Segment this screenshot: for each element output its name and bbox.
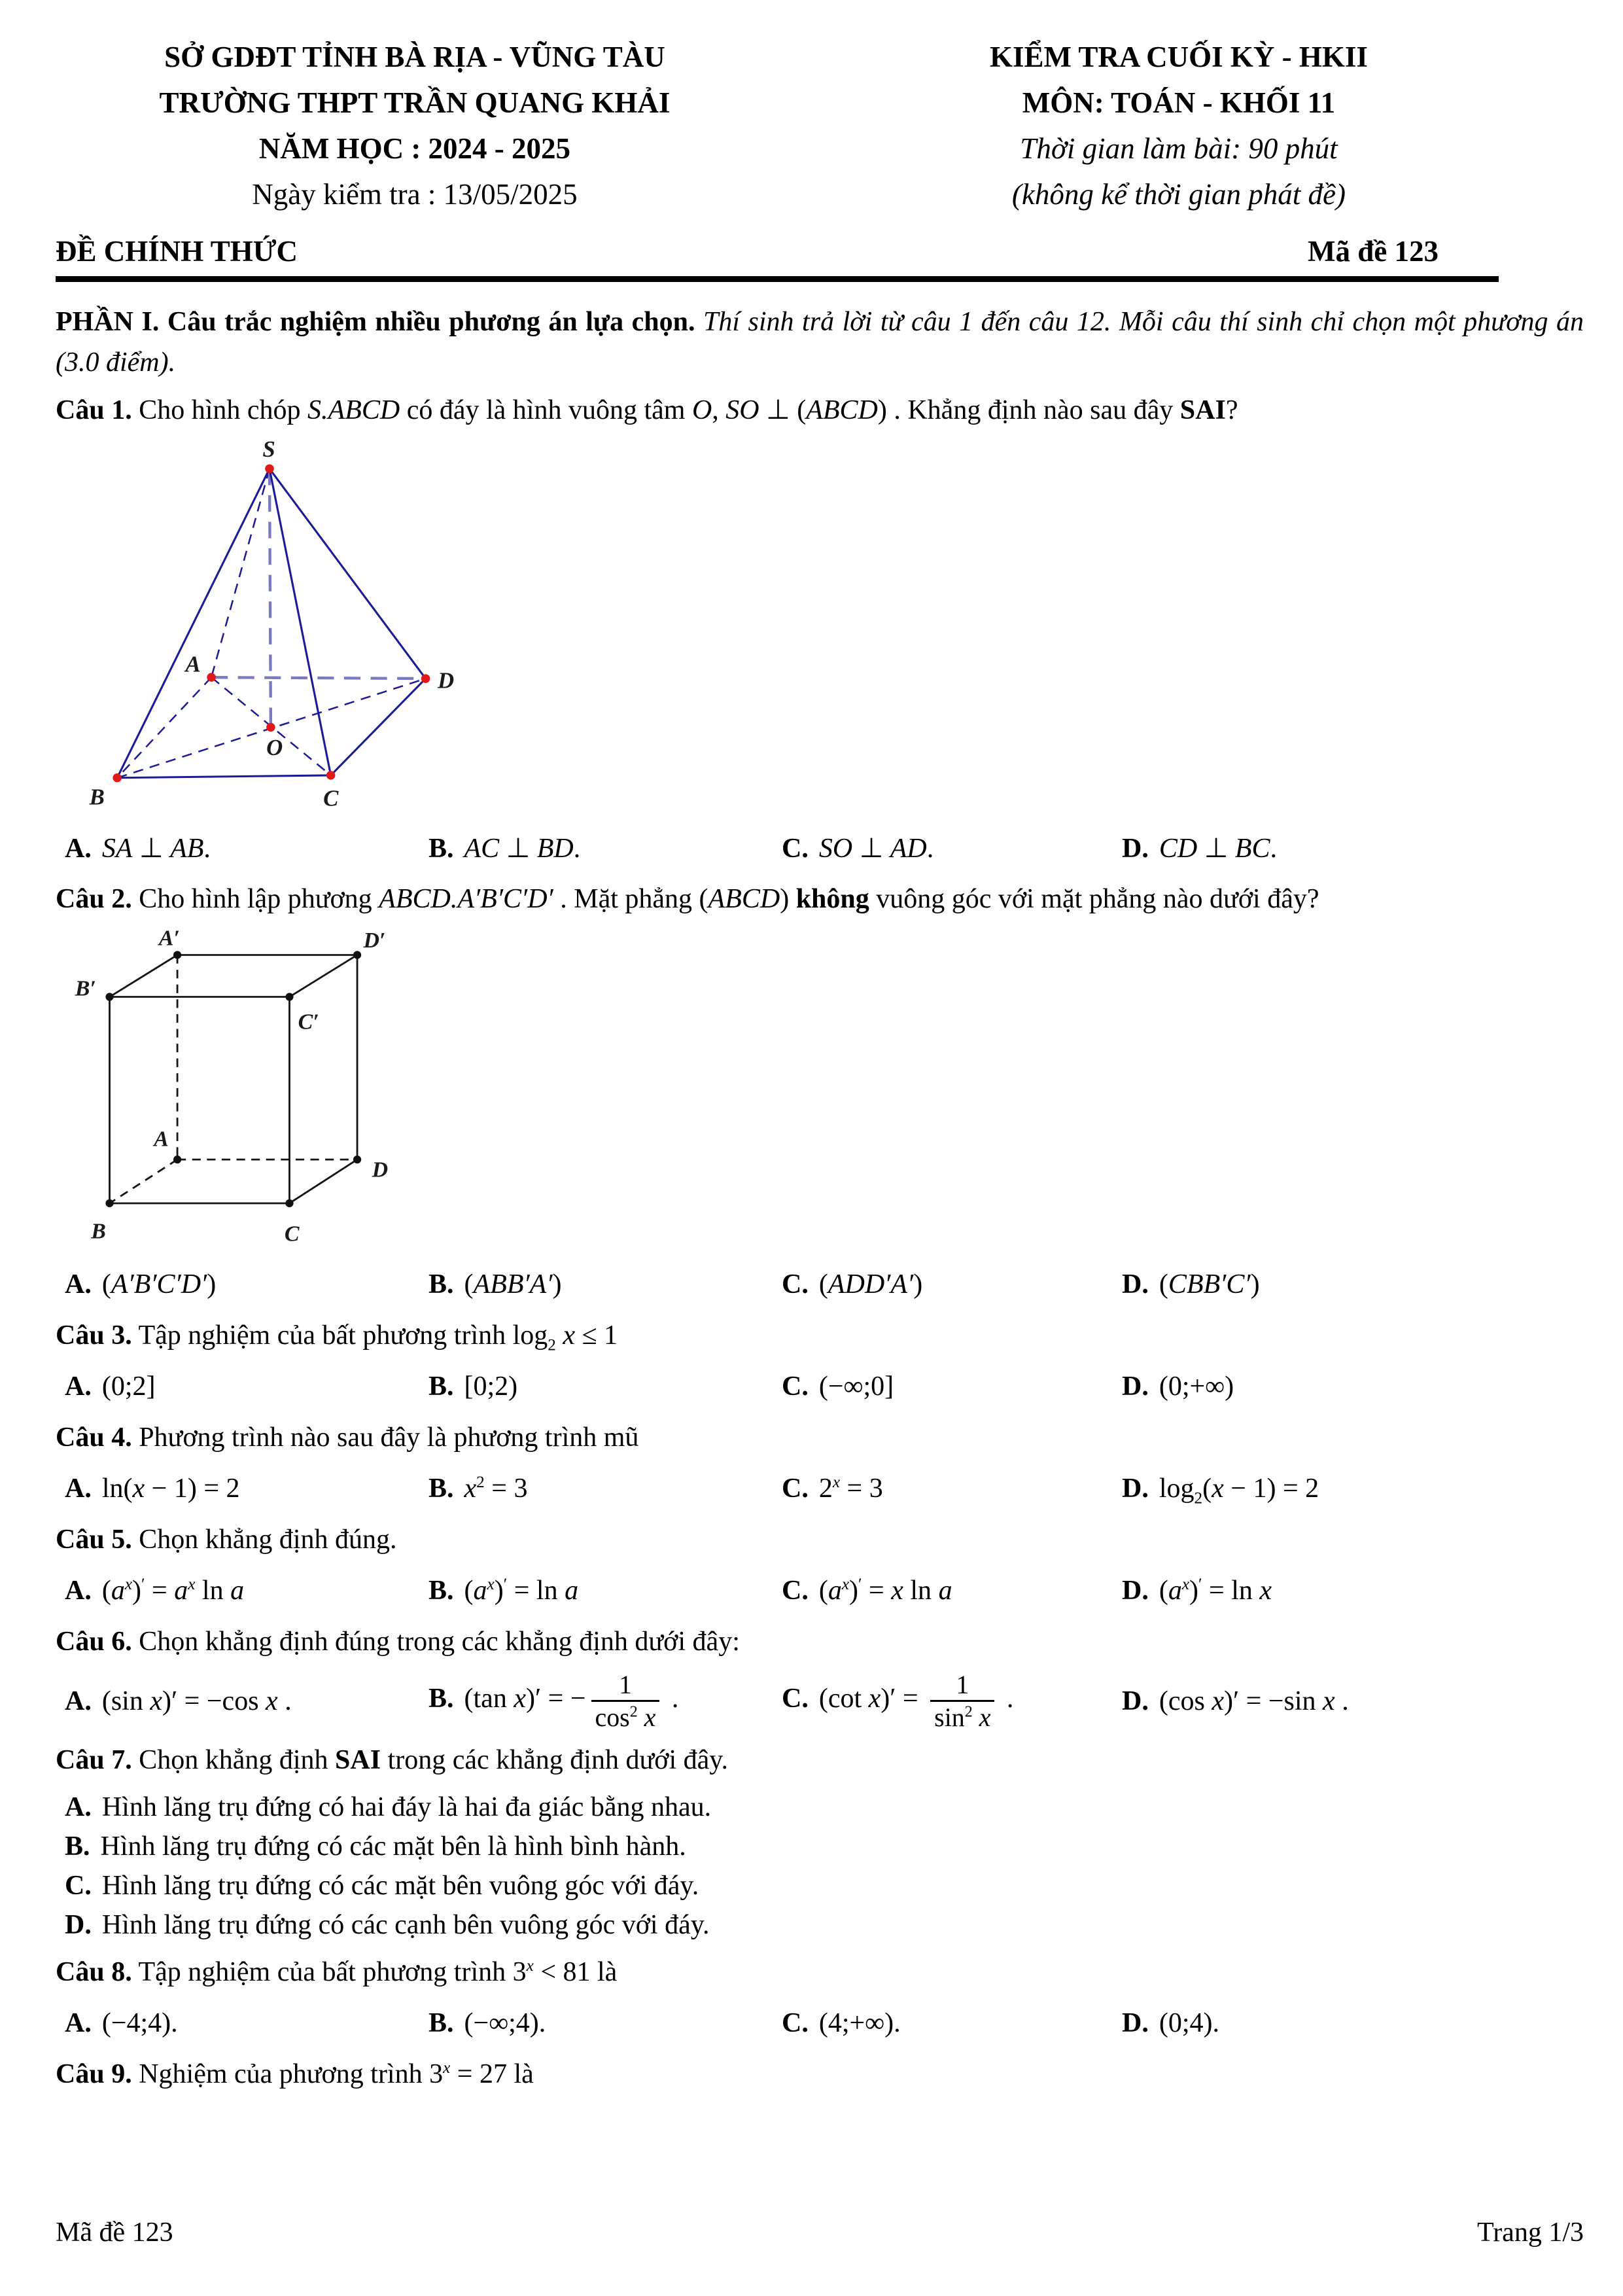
q7-option-A-text: Hình lăng trụ đứng có hai đáy là hai đa giác bằng nhau. [101,1792,712,1822]
question-8-stem: Tập nghiệm của bất phương trình $3^x < 81$ là [138,1957,618,1987]
q6-option-A-letter: A. [65,1686,92,1716]
q3-option-B-letter: B. [428,1371,454,1402]
q5-option-B-letter: B. [428,1576,454,1606]
pyramid-vertex-D [421,674,430,683]
q7-option-B [56,1827,1584,1866]
q8-option-B-letter: B. [428,2008,454,2038]
q6-option-C-text: (cot x)′ = $\frac{1}{\sin^2 x}$ . [818,1670,1014,1732]
q4-option-A [65,1473,428,1504]
pyramid-label-D: D [437,667,455,694]
q5-option-A-letter: A. [65,1576,92,1606]
q4-option-D [1122,1473,1584,1508]
question-6-stem: Chọn khẳng định đúng trong các khẳng định dưới đây: [139,1627,740,1657]
footer-exam-code: Mã đề 123 [56,2217,173,2248]
question-6-label: Câu 6. [56,1627,132,1657]
q4-option-B-letter: B. [428,1474,454,1504]
q4-option-A-letter: A. [65,1474,92,1504]
q4-option-D-letter: D. [1122,1474,1149,1504]
pyramid-label-O: O [266,734,283,760]
q2-option-C-text: (ADD′A′) [818,1269,923,1299]
cube-label-A: A [154,1127,169,1152]
q5-option-D-text: $(a^x)' = \ln x$ [1159,1576,1272,1606]
q1-option-A [65,832,428,864]
q6-option-A [65,1686,428,1717]
q2-option-D-text: (CBB′C′) [1159,1269,1260,1299]
q3-option-C [782,1371,1122,1402]
pyramid-vertex-B [113,773,122,783]
question-9 [56,2053,1584,2095]
question-6-options [56,1669,1584,1733]
header-right-block [774,34,1584,217]
q7-option-B-text: Hình lăng trụ đứng có các mặt bên là hình bình hành. [100,1831,686,1862]
school-year: NĂM HỌC : 2024 - 2025 [258,132,571,165]
question-6 [56,1621,1584,1663]
department-name: SỞ GDĐT TỈNH BÀ RỊA - VŨNG TÀU [164,41,665,73]
question-8 [56,1951,1584,1993]
cube-vertex-A [173,1156,181,1163]
question-2-stem: Cho hình lập phương ABCD.A′B′C′D′ . Mặt phẳng (ABCD) không vuông góc với mặt phẳng nào dưới đây? [139,884,1319,914]
pyramid-vertex-O [266,723,275,732]
cube-label-B: B [91,1219,106,1244]
cube-label-A-prime: A′ [158,927,180,951]
question-5-label: Câu 5. [56,1525,132,1555]
q1-option-C-text: SO ⊥ AD. [818,834,934,864]
q3-option-B-text: [0;2) [464,1371,518,1402]
q8-option-C-text: (4;+∞). [818,2008,901,2038]
question-5-stem: Chọn khẳng định đúng. [139,1525,397,1555]
q7-option-C-text: Hình lăng trụ đứng có các mặt bên vuông góc với đáy. [101,1871,699,1901]
q4-option-B [428,1473,782,1504]
pyramid-label-B: B [89,784,105,810]
q2-option-C-letter: C. [782,1269,809,1299]
q8-option-A [65,2007,428,2039]
q1-option-C [782,832,1122,864]
q8-option-D [1122,2007,1584,2039]
q3-option-D [1122,1371,1584,1402]
q5-option-B-text: $(a^x)' = \ln a$ [464,1576,579,1606]
pyramid-vertex-C [326,771,336,780]
question-7-stem: Chọn khẳng định SAI trong các khẳng định dưới đây. [139,1745,729,1775]
pyramid-vertex-S [265,465,274,474]
q2-option-A [65,1269,428,1300]
question-7-label: Câu 7. [56,1745,132,1775]
question-4 [56,1417,1584,1458]
q4-option-C-text: $2^x = 3$ [818,1474,883,1504]
q5-option-C-text: $(a^x)' = x$ ln a [818,1576,952,1606]
question-5-options [56,1567,1584,1614]
cube-vertex-D [353,1156,361,1163]
exam-code: Mã đề 123 [1308,235,1439,268]
page-footer [56,2216,1584,2249]
question-1-label: Câu 1. [56,395,132,425]
cube-svg [73,927,442,1247]
cube-vertex-B [105,1199,113,1207]
q6-option-D-text: (cos x)′ = −sin x . [1159,1686,1349,1716]
question-3-options [56,1363,1584,1410]
footer-page-number: Trang 1/3 [1477,2217,1584,2248]
pyramid-label-A: A [185,651,201,677]
cube-vertex-B-prime [105,993,113,1000]
cube-vertex-C-prime [285,993,293,1000]
q6-option-B-letter: B. [428,1684,454,1714]
q8-option-C [782,2007,1122,2039]
q3-option-C-text: (−∞;0] [818,1371,894,1402]
q1-option-C-letter: C. [782,834,809,864]
q2-option-D [1122,1269,1584,1300]
exam-duration: Thời gian làm bài: 90 phút [1020,132,1338,165]
school-name: TRƯỜNG THPT TRẦN QUANG KHẢI [159,86,671,119]
q8-option-D-letter: D. [1122,2008,1149,2038]
cube-label-C-prime: C′ [298,1010,319,1034]
q6-option-D-letter: D. [1122,1686,1149,1716]
q1-option-A-text: SA ⊥ AB. [101,834,211,864]
q6-option-D [1122,1686,1584,1717]
q5-option-B [428,1575,782,1606]
q1-option-B-text: AC ⊥ BD. [464,834,581,864]
cube-label-D: D [372,1157,389,1182]
pyramid-label-C: C [323,785,339,811]
q3-option-D-text: (0;+∞) [1159,1371,1234,1402]
part1-title-italic: Thí sinh trả lời từ câu 1 đến câu 12. Mỗi câu thí sinh chỉ chọn một phương án (3.0 điểm). [56,307,1584,378]
q3-option-A-letter: A. [65,1371,92,1402]
pyramid-vertex-A [207,673,216,682]
q1-option-D [1122,832,1584,864]
exam-duration-note: (không kể thời gian phát đề) [1011,178,1346,211]
exam-header [56,34,1584,217]
question-2-label: Câu 2. [56,884,132,914]
question-4-stem: Phương trình nào sau đây là phương trình mũ [139,1422,639,1453]
part1-title-bold: PHẦN I. Câu trắc nghiệm nhiều phương án lựa chọn. [56,307,695,337]
question-3 [56,1315,1584,1356]
q4-option-D-text: $\log_2(x - 1) = 2$ [1159,1474,1319,1508]
q1-option-D-text: CD ⊥ BC. [1159,834,1277,864]
header-divider [56,276,1499,282]
q5-option-D-letter: D. [1122,1576,1149,1606]
q2-option-A-letter: A. [65,1269,92,1299]
q3-option-C-letter: C. [782,1371,809,1402]
cube-vertex-C [285,1199,293,1207]
q1-option-B-letter: B. [428,834,454,864]
cube-vertex-D-prime [353,951,361,959]
q2-option-B [428,1269,782,1300]
q5-option-A [65,1575,428,1606]
q7-option-A-letter: A. [65,1792,92,1822]
q2-option-D-letter: D. [1122,1269,1149,1299]
header-left-block [56,34,774,217]
official-exam-label: ĐỀ CHÍNH THỨC [56,235,298,268]
q8-option-C-letter: C. [782,2008,809,2038]
question-7 [56,1739,1584,1781]
question-9-stem: Nghiệm của phương trình $3^x = 27$ là [139,2059,534,2089]
q8-option-B [428,2007,782,2039]
question-2-options [56,1261,1584,1308]
q3-option-B [428,1371,782,1402]
question-4-options [56,1465,1584,1512]
pyramid-figure [73,438,1584,818]
question-1 [56,389,1584,431]
question-9-label: Câu 9. [56,2059,132,2089]
q6-option-B [428,1669,782,1733]
cube-label-C: C [284,1222,300,1246]
cube-label-B-prime: B′ [75,976,96,1001]
question-5 [56,1519,1584,1561]
q3-option-D-letter: D. [1122,1371,1149,1402]
q7-option-C [56,1866,1584,1905]
exam-date: Ngày kiểm tra : 13/05/2025 [252,178,578,211]
q7-option-D [56,1905,1584,1945]
exam-subject: MÔN: TOÁN - KHỐI 11 [1022,86,1336,119]
q5-option-C [782,1575,1122,1606]
cube-label-D-prime: D′ [363,928,386,953]
q2-option-B-text: (ABB′A′) [464,1269,562,1299]
question-1-stem: Cho hình chóp S.ABCD có đáy là hình vuông tâm O, SO ⊥ (ABCD) . Khẳng định nào sau đây SAI? [139,395,1238,425]
question-8-options [56,2000,1584,2047]
question-2 [56,878,1584,920]
q7-option-A [56,1788,1584,1827]
q6-option-A-text: (sin x)′ = −cos x . [101,1686,292,1716]
cube-vertex-A-prime [173,951,181,959]
question-3-label: Câu 3. [56,1320,132,1351]
q8-option-B-text: (−∞;4). [464,2008,546,2038]
q7-option-D-letter: D. [65,1910,92,1940]
pyramid-label-S: S [262,438,275,462]
q1-option-B [428,832,782,864]
q8-option-A-text: (−4;4). [101,2008,178,2038]
q7-option-B-letter: B. [65,1831,90,1862]
question-1-options [56,824,1584,872]
part1-title [56,302,1584,383]
q8-option-D-text: (0;4). [1159,2008,1219,2038]
q6-option-B-text: (tan x)′ = − $\frac{1}{\cos^2 x}$ . [464,1670,679,1732]
q7-option-C-letter: C. [65,1871,92,1901]
question-3-stem: Tập nghiệm của bất phương trình $\log_2 x \le 1$ [138,1320,618,1354]
question-4-label: Câu 4. [56,1422,132,1453]
q4-option-C [782,1473,1122,1504]
q6-option-C-letter: C. [782,1684,809,1714]
question-8-label: Câu 8. [56,1957,132,1987]
q4-option-C-letter: C. [782,1474,809,1504]
q6-option-C [782,1669,1122,1733]
q4-option-A-text: ln(x − 1) = 2 [101,1474,240,1504]
q1-option-A-letter: A. [65,834,92,864]
q5-option-D [1122,1575,1584,1606]
q3-option-A-text: (0;2] [101,1371,156,1402]
official-exam-row [56,234,1584,268]
cube-figure [73,927,1584,1254]
q2-option-A-text: (A′B′C′D′) [101,1269,217,1299]
q2-option-C [782,1269,1122,1300]
q7-option-D-text: Hình lăng trụ đứng có các cạnh bên vuông góc với đáy. [101,1910,710,1940]
q1-option-D-letter: D. [1122,834,1149,864]
question-7-options [56,1788,1584,1945]
q5-option-C-letter: C. [782,1576,809,1606]
q8-option-A-letter: A. [65,2008,92,2038]
q5-option-A-text: $(a^x)' = a^x$ ln a [101,1576,245,1606]
q2-option-B-letter: B. [428,1269,454,1299]
pyramid-svg [73,438,465,811]
exam-title: KIỂM TRA CUỐI KỲ - HKII [989,41,1368,73]
q3-option-A [65,1371,428,1402]
q4-option-B-text: $x^2 = 3$ [464,1474,528,1504]
